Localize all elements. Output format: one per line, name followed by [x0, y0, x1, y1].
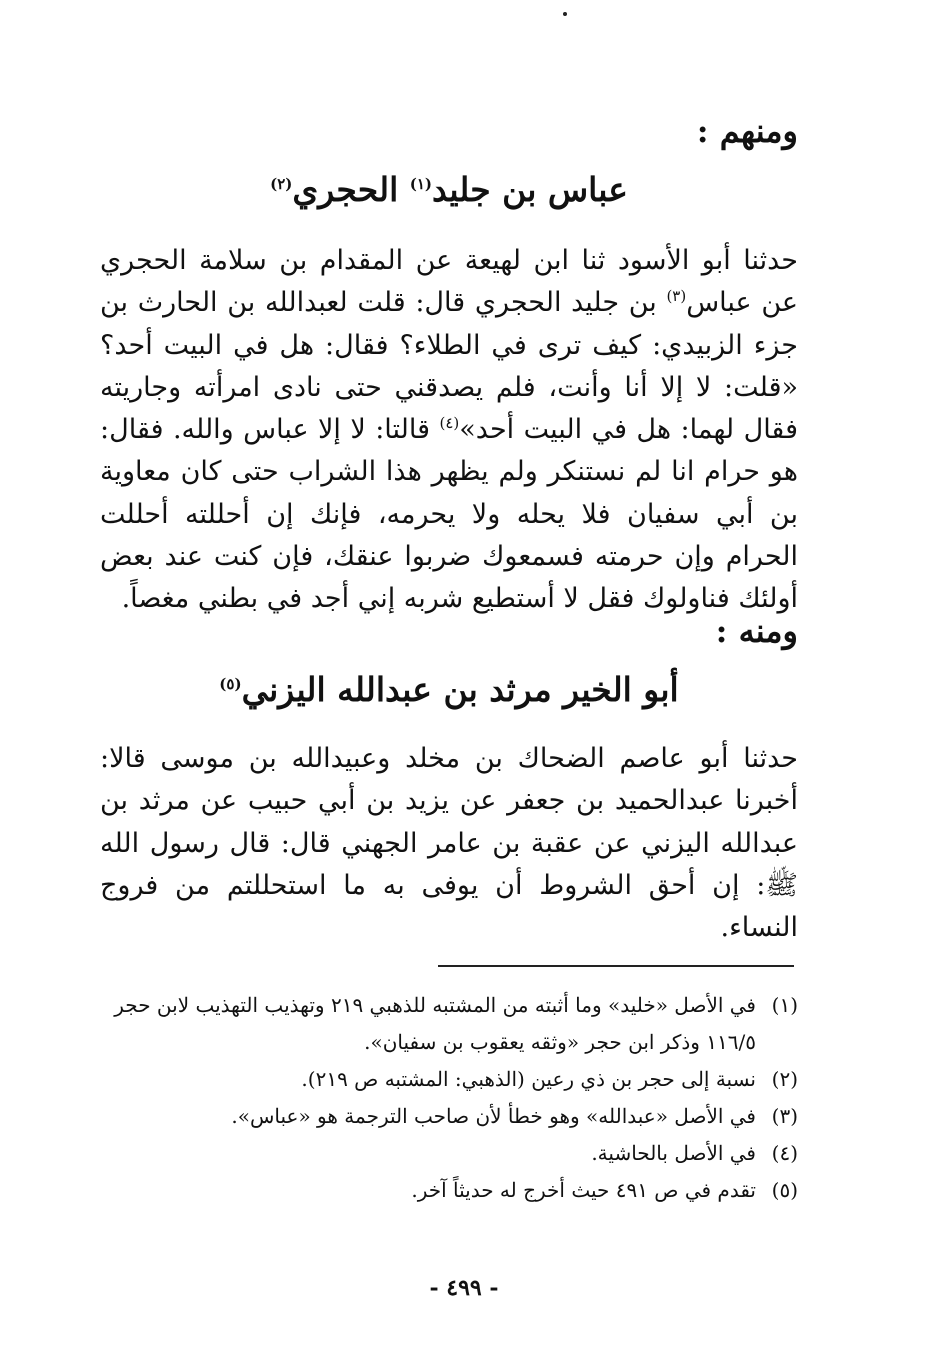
- footnote-number: (١): [771, 993, 798, 1017]
- footnote-ref-2: (٢): [270, 175, 293, 193]
- page-number: - ٤٩٩ -: [429, 1275, 499, 1301]
- footnotes: [100, 987, 798, 1209]
- footnote-number: (٢): [771, 1067, 798, 1091]
- footnote-item: [100, 1172, 798, 1209]
- heading-abbas: [100, 170, 798, 209]
- heading-name: عباس بن جليد: [432, 170, 628, 209]
- footnote-ref-3: (٣): [666, 287, 687, 306]
- footnote-item: [100, 987, 798, 1061]
- footnote-number: (٤): [771, 1141, 798, 1165]
- heading-2-name: أبو الخير مرثد بن عبدالله اليزني: [241, 670, 679, 709]
- footnote-number: (٣): [771, 1104, 798, 1128]
- footnote-ref-5: (٥): [219, 675, 242, 693]
- footnote-text: تقدم في ص ٤٩١ حيث أخرج له حديثاً آخر.: [411, 1178, 756, 1202]
- paragraph-1: [100, 240, 798, 621]
- footnote-item: [100, 1061, 798, 1098]
- paragraph-2: حدثنا أبو عاصم الضحاك بن مخلد وعبيدالله بن موسى قالا: أخبرنا عبدالحميد بن جعفر عن يزيد بن أبي حبيب عن مرثد بن عبدالله اليزني عن عقبة بن عامر الجهني قال: قال رسول الله ﷺ: إن أحق الشروط أن يوفى به ما استحللتم من فروج النساء.: [100, 743, 798, 944]
- footnote-item: [100, 1098, 798, 1135]
- footnote-ref-1: (١): [409, 175, 433, 193]
- paragraph-1-part-3: قالتا: لا إلا عباس والله. فقال: هو حرام انا لم نستنكر ولم يظهر هذا الشراب حتى كان معاوية بن أبي سفيان فلا يحله ولا يحرمه، فإنك إن أحللته أحللت الحرام وإن حرمته فسمعوك ضربوا عنقك، فإن كنت عند بعض أولئك فناولوك فقل لا أستطيع شربه إني أجد في بطني مغصاً.: [100, 414, 798, 615]
- ink-dot: [563, 12, 567, 16]
- footnote-separator: [438, 965, 794, 967]
- footnote-text: في الأصل «عبدالله» وهو خطأ لأن صاحب الترجمة هو «عباس».: [231, 1104, 756, 1128]
- footnote-number: (٥): [771, 1178, 798, 1202]
- footnote-text: نسبة إلى حجر بن ذي رعين (الذهبي: المشتبه ص ٢١٩).: [301, 1067, 756, 1091]
- heading-nisba: الحجري: [292, 170, 410, 209]
- footnote-ref-4: (٤): [439, 414, 460, 433]
- footnote-text: في الأصل بالحاشية.: [591, 1141, 756, 1165]
- paragraph-1-part-1: حدثنا أبو الأسود ثنا ابن لهيعة عن المقدام بن سلامة الحجري عن عباس: [100, 245, 798, 319]
- footnote-item: [100, 1135, 798, 1172]
- section-label-1: ومنهم :: [696, 112, 798, 150]
- paragraph-1-part-2: بن جليد الحجري قال: قلت لعبدالله بن الحارث بن جزء الزبيدي: كيف ترى في الطلاء؟ فقال: هل في البيت أحد؟ «قلت: لا إلا أنا وأنت، فلم يصدقني حتى نادى امرأته وجاريته فقال لهما: هل في البيت أحد»: [100, 287, 798, 446]
- heading-marthad: [100, 670, 798, 709]
- footnote-text: في الأصل «خليد» وما أثبته من المشتبه للذهبي ٢١٩ وتهذيب التهذيب لابن حجر ١١٦/٥ وذكر ابن حجر «وثقه يعقوب بن سفيان».: [114, 993, 756, 1054]
- section-label-2: ومنه :: [715, 612, 798, 650]
